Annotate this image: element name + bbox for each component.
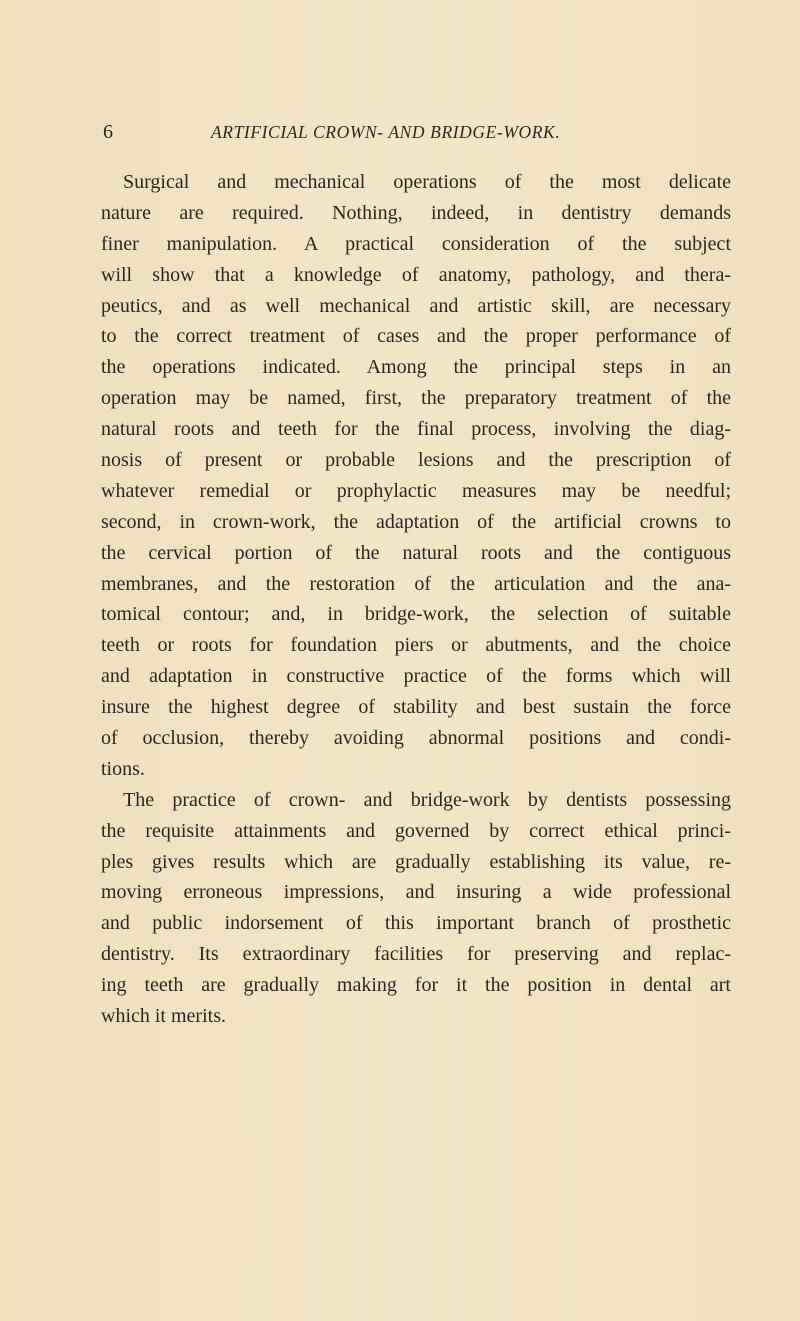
text-line: nature are required. Nothing, indeed, in dentistry demands xyxy=(101,201,731,224)
running-head xyxy=(101,119,731,145)
text-line: tions. xyxy=(101,757,145,780)
text-line: and adaptation in constructive practice of the forms which will xyxy=(101,665,731,688)
text-line: will show that a knowledge of anatomy, pathology, and thera- xyxy=(101,263,731,286)
text-line: to the correct treatment of cases and the proper performance of xyxy=(101,325,731,348)
text-line: moving erroneous impressions, and insuring a wide professional xyxy=(101,881,731,904)
text-line: membranes, and the restoration of the articulation and the ana- xyxy=(101,572,731,595)
text-line: ples gives results which are gradually establishing its value, re- xyxy=(101,850,731,873)
text-line: peutics, and as well mechanical and artistic skill, are necessary xyxy=(101,294,731,317)
text-line: second, in crown-work, the adaptation of the artificial crowns to xyxy=(101,510,731,533)
text-line: natural roots and teeth for the final process, involving the diag- xyxy=(101,418,731,441)
text-line: tomical contour; and, in bridge-work, the selection of suitable xyxy=(101,603,731,626)
text-line: Surgical and mechanical operations of the most delicate xyxy=(123,171,731,193)
text-line: of occlusion, thereby avoiding abnormal positions and condi- xyxy=(101,727,731,750)
running-title: ARTIFICIAL CROWN- AND BRIDGE-WORK. xyxy=(211,122,561,142)
text-line: ing teeth are gradually making for it the position in dental art xyxy=(101,974,731,997)
text-line: teeth or roots for foundation piers or abutments, and the choice xyxy=(101,634,731,657)
text-line: the cervical portion of the natural roots and the contiguous xyxy=(101,541,731,564)
paragraph xyxy=(101,785,731,1032)
text-line: finer manipulation. A practical consideration of the subject xyxy=(101,232,731,255)
text-line: which it merits. xyxy=(101,1005,226,1028)
paragraph xyxy=(101,167,731,785)
text-line: operation may be named, first, the preparatory treatment of the xyxy=(101,387,731,410)
text-line: The practice of crown- and bridge-work by dentists possessing xyxy=(123,788,731,811)
text-line: and public indorsement of this important branch of prosthetic xyxy=(101,912,731,935)
text-line: the requisite attainments and governed by correct ethical princi- xyxy=(101,819,731,842)
text-line: dentistry. Its extraordinary facilities for preserving and replac- xyxy=(101,943,731,966)
text-line: the operations indicated. Among the principal steps in an xyxy=(101,356,731,379)
text-line: whatever remedial or prophylactic measures may be needful; xyxy=(101,479,731,502)
text-line: nosis of present or probable lesions and the prescription of xyxy=(101,449,731,472)
text-line: insure the highest degree of stability and best sustain the force xyxy=(101,696,731,719)
body-text xyxy=(101,167,731,1032)
page-number: 6 xyxy=(103,121,113,143)
